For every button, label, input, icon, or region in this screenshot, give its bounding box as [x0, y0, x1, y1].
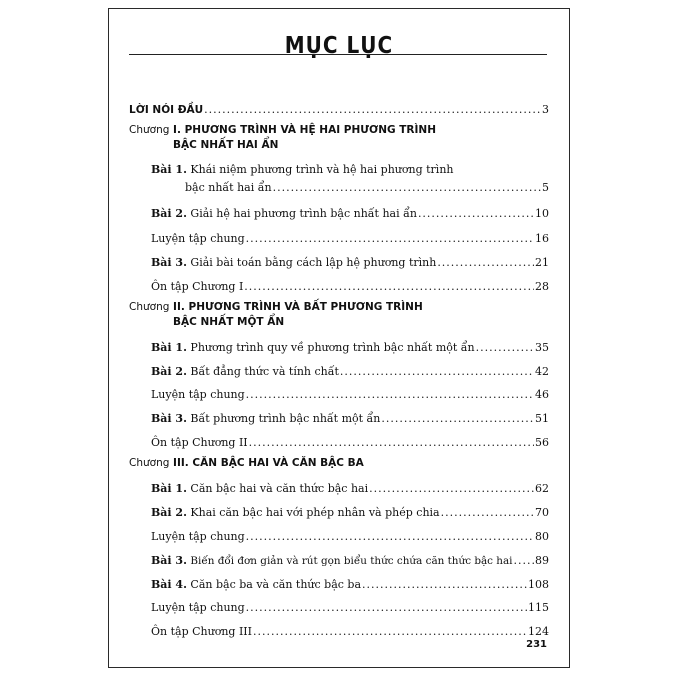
- leader-dots: [418, 207, 534, 220]
- toc-entry-page: 35: [535, 341, 549, 354]
- toc-entry-label: bậc nhất hai ẩn: [185, 181, 272, 194]
- toc-entry-page: 62: [535, 482, 549, 495]
- toc-entry: [151, 578, 549, 591]
- toc-entry-label: Căn bậc hai và căn thức bậc hai: [190, 482, 369, 495]
- page-number: 231: [526, 639, 547, 650]
- toc-entry-label: Khai căn bậc hai với phép nhân và phép chia: [190, 506, 440, 519]
- lesson-number: Bài 3.: [151, 256, 187, 269]
- toc-entry: [151, 163, 549, 176]
- lesson-number: Bài 1.: [151, 341, 187, 354]
- toc-entry-page: 21: [535, 256, 549, 269]
- toc-entry-label: Ôn tập Chương III: [151, 625, 252, 638]
- toc-entry-label: Ôn tập Chương I: [151, 280, 244, 293]
- book-page: [108, 8, 570, 668]
- leader-dots: [369, 482, 534, 495]
- toc-entry-label: Luyện tập chung: [151, 601, 245, 614]
- leader-dots: [246, 388, 534, 401]
- toc-entry-continued: [185, 181, 549, 194]
- leader-dots: [437, 256, 534, 269]
- toc-entry-label: Ôn tập Chương II: [151, 436, 248, 449]
- toc-entry-page: 16: [535, 232, 549, 245]
- leader-dots: [244, 280, 534, 293]
- toc-entry: [151, 388, 549, 401]
- toc-entry: [151, 256, 549, 269]
- title-divider: [129, 54, 547, 55]
- leader-dots: [249, 436, 534, 449]
- lesson-number: Bài 2.: [151, 365, 187, 378]
- leader-dots: [273, 181, 541, 194]
- toc-entry-page: 46: [535, 388, 549, 401]
- toc-entry-page: 89: [535, 554, 549, 567]
- toc-entry-page: 5: [542, 181, 549, 194]
- leader-dots: [381, 412, 534, 425]
- lesson-number: Bài 1.: [151, 482, 187, 495]
- toc-entry-page: 56: [535, 436, 549, 449]
- toc-entry-page: 28: [535, 280, 549, 293]
- toc-entry: [151, 412, 549, 425]
- leader-dots: [476, 341, 534, 354]
- lesson-number: Bài 3.: [151, 554, 187, 567]
- lesson-number: Bài 2.: [151, 207, 187, 220]
- page-title: MỤC LỤC: [284, 31, 394, 59]
- toc-entry-label: Biến đổi đơn giản và rút gọn biểu thức chứa căn thức bậc hai: [190, 555, 513, 567]
- toc-entry-label: Giải bài toán bằng cách lập hệ phương trình: [190, 256, 437, 269]
- toc-entry-label: Phương trình quy về phương trình bậc nhất một ẩn: [190, 341, 475, 354]
- toc-entry-label: Luyện tập chung: [151, 530, 245, 543]
- toc-entry-label: Luyện tập chung: [151, 388, 245, 401]
- toc-entry: [151, 530, 549, 543]
- toc-entry-label: Căn bậc ba và căn thức bậc ba: [190, 578, 362, 591]
- toc-entry: [151, 554, 549, 568]
- toc-entry-page: 10: [535, 207, 549, 220]
- leader-dots: [204, 103, 541, 116]
- toc-entry: [151, 280, 549, 293]
- toc-entry: [151, 436, 549, 449]
- toc-entry-label: Bất phương trình bậc nhất một ẩn: [190, 412, 381, 425]
- toc-entry: [151, 341, 549, 354]
- toc-entry: [151, 625, 549, 638]
- leader-dots: [246, 232, 534, 245]
- toc-entry: [151, 207, 549, 220]
- toc-entry-page: 124: [528, 625, 549, 638]
- toc-entry-label: Bất đẳng thức và tính chất: [190, 365, 339, 378]
- toc-entry-page: 42: [535, 365, 549, 378]
- leader-dots: [514, 554, 535, 567]
- leader-dots: [246, 601, 527, 614]
- toc-entry-label: Khái niệm phương trình và hệ hai phương trình: [190, 163, 454, 176]
- toc-entry: [151, 365, 549, 378]
- chapter-heading-3: Chương III. CĂN BẬC HAI VÀ CĂN BẬC BA: [129, 457, 364, 469]
- toc-entry-page: 108: [528, 578, 549, 591]
- toc-entry-page: 70: [535, 506, 549, 519]
- chapter-heading-1: Chương I. PHƯƠNG TRÌNH VÀ HỆ HAI PHƯƠNG TRÌNH BẬC NHẤT HAI ẨN: [129, 124, 436, 151]
- toc-entry-label: Giải hệ hai phương trình bậc nhất hai ẩn: [190, 207, 417, 220]
- toc-entry-label: LỜI NÓI ĐẦU: [129, 104, 204, 116]
- leader-dots: [340, 365, 534, 378]
- leader-dots: [362, 578, 527, 591]
- leader-dots: [441, 506, 534, 519]
- toc-entry-foreword: [129, 103, 549, 117]
- toc-entry-label: Luyện tập chung: [151, 232, 245, 245]
- leader-dots: [246, 530, 534, 543]
- lesson-number: Bài 2.: [151, 506, 187, 519]
- toc-entry: [151, 506, 549, 519]
- toc-entry: [151, 232, 549, 245]
- toc-entry: [151, 482, 549, 495]
- toc-entry-page: 115: [528, 601, 549, 614]
- lesson-number: Bài 3.: [151, 412, 187, 425]
- leader-dots: [253, 625, 527, 638]
- lesson-number: Bài 4.: [151, 578, 187, 591]
- chapter-heading-2: Chương II. PHƯƠNG TRÌNH VÀ BẤT PHƯƠNG TRÌNH BẬC NHẤT MỘT ẨN: [129, 301, 423, 328]
- toc-entry: [151, 601, 549, 614]
- toc-entry-page: 80: [535, 530, 549, 543]
- lesson-number: Bài 1.: [151, 163, 187, 176]
- toc-entry-page: 51: [535, 412, 549, 425]
- toc-entry-page: 3: [542, 103, 549, 116]
